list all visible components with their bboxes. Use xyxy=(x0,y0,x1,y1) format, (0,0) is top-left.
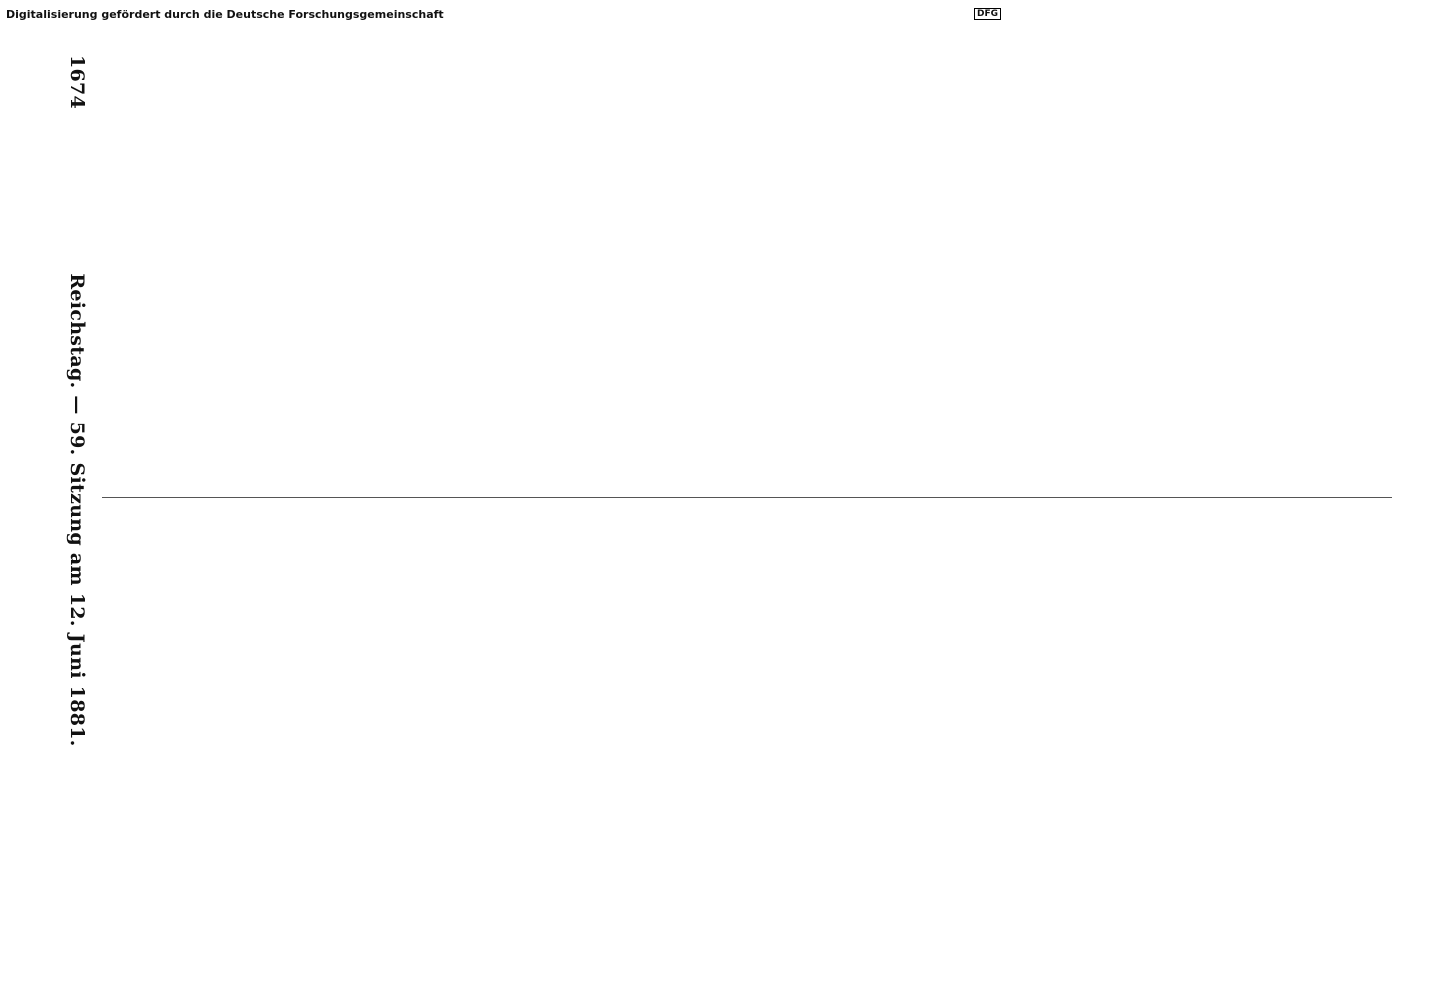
dfg-badge: DFG xyxy=(974,8,1001,20)
page-number: 1674 xyxy=(66,55,88,110)
digitization-note xyxy=(0,0,1000,30)
note-text: Digitalisierung gefördert durch die Deutsche Forschungsgemeinschaft xyxy=(6,8,444,21)
left-column xyxy=(102,75,1392,495)
column-divider xyxy=(102,497,1392,498)
right-column xyxy=(102,520,1392,940)
page-header xyxy=(56,55,96,965)
running-title: Reichstag. — 59. Sitzung am 12. Juni 1881. xyxy=(66,273,88,747)
